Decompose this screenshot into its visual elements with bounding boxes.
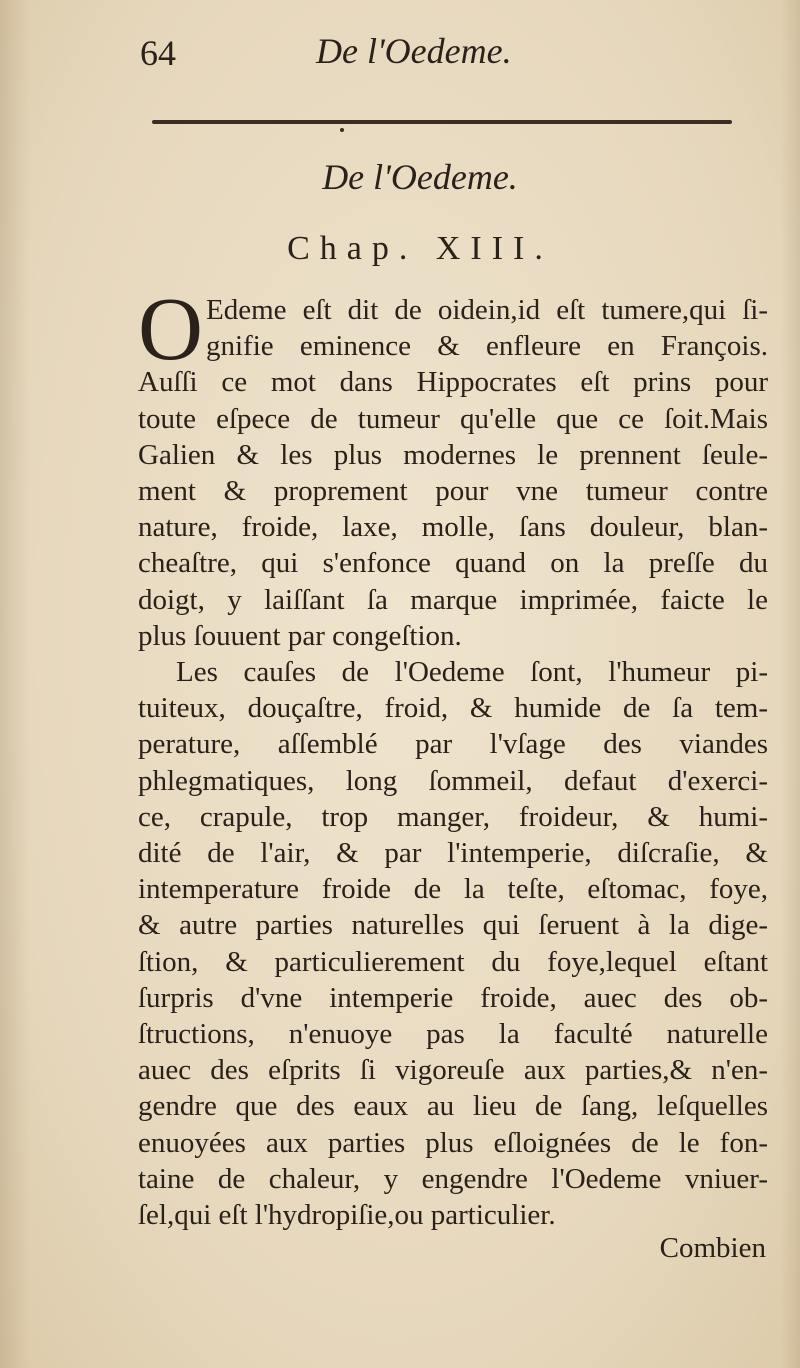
text-line: gendre que des eaux au lieu de ſang, leſquelles <box>138 1090 768 1123</box>
drop-capital: O <box>138 280 203 379</box>
text-line: perature, aſſemblé par l'vſage des viandes <box>138 728 768 761</box>
right-edge-shadow <box>780 0 800 1368</box>
running-title: De l'Oedeme. <box>316 31 512 71</box>
text-line: phlegmatiques, long ſommeil, defaut d'exerci- <box>138 764 768 797</box>
page-number: 64 <box>140 33 176 73</box>
text-line: ce, crapule, trop manger, froideur, & humi- <box>138 800 768 833</box>
text-line: taine de chaleur, y engendre l'Oedeme vniuer- <box>138 1162 768 1195</box>
text-line: ſtructions, n'enuoye pas la faculté naturelle <box>138 1018 768 1051</box>
running-head <box>140 24 740 84</box>
body-text <box>138 280 768 1233</box>
text-line: dité de l'air, & par l'intemperie, diſcraſie, & <box>138 837 768 870</box>
left-edge-shadow <box>0 0 30 1368</box>
text-line: plus ſouuent par congeſtion. <box>138 619 462 652</box>
rule-ornament <box>340 128 344 132</box>
text-line: cheaſtre, qui s'enfonce quand on la preſſe du <box>138 547 768 580</box>
text-line: tuiteux, douçaſtre, froid, & humide de ſa tem- <box>138 692 768 725</box>
text-line: auec des eſprits ſi vigoreuſe aux parties,& n'en- <box>138 1054 768 1087</box>
section-title: De l'Oedeme. <box>322 157 518 197</box>
text-line: enuoyées aux parties plus eſloignées de le fon- <box>138 1126 768 1159</box>
head-rule <box>152 120 732 124</box>
text-line: Auſſi ce mot dans Hippocrates eſt prins pour <box>138 366 768 399</box>
text-line: intemperature froide de la teſte, eſtomac, foye, <box>138 873 768 906</box>
catchword: Combien <box>659 1232 766 1264</box>
chapter-heading: Chap. XIII. <box>287 230 553 267</box>
text-line: doigt, y laiſſant ſa marque imprimée, faicte le <box>138 583 768 616</box>
text-line: ſurpris d'vne intemperie froide, auec des ob- <box>138 981 768 1014</box>
text-line: toute eſpece de tumeur qu'elle que ce ſoit.Mais <box>138 402 768 435</box>
text-line: Galien & les plus modernes le prennent ſeule- <box>138 438 768 471</box>
text-line: ment & proprement pour vne tumeur contre <box>138 475 768 508</box>
text-line: Les cauſes de l'Oedeme ſont, l'humeur pi- <box>176 656 768 689</box>
text-line: gnifie eminence & enfleure en François. <box>206 330 768 363</box>
text-line: ſtion, & particulierement du foye,lequel eſtant <box>138 945 768 978</box>
text-line: ſel,qui eſt l'hydropiſie,ou particulier. <box>138 1199 556 1232</box>
text-line: Edeme eſt dit de oidein,id eſt tumere,qui ſi- <box>206 294 768 326</box>
text-line: & autre parties naturelles qui ſeruent à la dige- <box>138 909 768 942</box>
text-line: nature, froide, laxe, molle, ſans douleur, blan- <box>138 511 768 544</box>
